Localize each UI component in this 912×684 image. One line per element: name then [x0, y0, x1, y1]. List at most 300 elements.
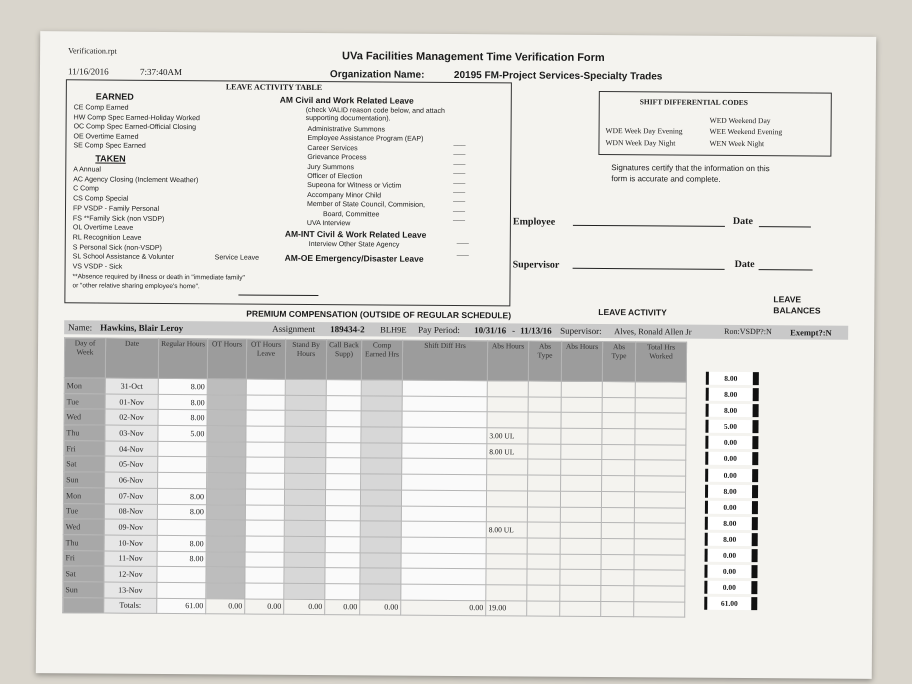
totals-cell [560, 601, 601, 617]
total-hours-cell: 0.00 [705, 452, 758, 465]
date-cell: 03-Nov [105, 425, 158, 441]
shift-codes-title: SHIFT DIFFERENTIAL CODES [639, 97, 749, 108]
abs-type-cell[interactable] [528, 444, 561, 460]
am-reason: Board, Committee [322, 210, 380, 219]
employee-signature-line[interactable] [573, 225, 725, 227]
column-header: Stand By Hours [285, 339, 326, 379]
abs-hours-2-cell[interactable] [561, 381, 602, 397]
ot-hours-cell[interactable] [206, 536, 245, 552]
am-note-2: supporting documentation). [305, 114, 391, 123]
day-cell: Mon [64, 378, 105, 394]
ot-leave-cell[interactable] [245, 552, 284, 568]
am-reason: Administrative Summons [307, 125, 386, 134]
abs-hours-2-cell[interactable] [560, 569, 601, 585]
abs-type-cell[interactable] [527, 569, 560, 585]
report-file: Verification.rpt [68, 46, 117, 56]
total-hours-cell: 5.00 [705, 420, 758, 433]
shift-code: WDE Week Day Evening [605, 126, 683, 136]
column-header: Comp Earned Hrs [361, 340, 402, 380]
amoe-heading: AM-OE Emergency/Disaster Leave [284, 252, 424, 264]
supervisor-field-label: Supervisor: [560, 325, 602, 337]
total-hours-cell: 0.00 [704, 565, 757, 578]
abs-type-2-cell[interactable] [602, 429, 635, 445]
totals-cell: 0.00 [360, 599, 401, 615]
form-sheet [36, 31, 876, 679]
assignment-label: Assignment [272, 323, 316, 335]
amoe-checkbox: ___ [456, 248, 469, 258]
date-cell: 11-Nov [104, 551, 157, 567]
day-cell: Thu [64, 425, 105, 441]
abs-hours-cell[interactable] [487, 396, 528, 412]
callback-cell[interactable] [325, 505, 360, 521]
employee-date-line[interactable] [759, 226, 811, 227]
total-hours-cell: 8.00 [705, 517, 758, 530]
totals-cell: 0.00 [245, 599, 284, 615]
regular-hours-cell[interactable] [158, 457, 207, 473]
ot-hours-cell[interactable] [207, 442, 246, 458]
comp-earned-cell[interactable] [361, 396, 402, 412]
ot-leave-cell[interactable] [246, 410, 285, 426]
ot-leave-cell[interactable] [245, 583, 284, 599]
employee-label: Employee [512, 216, 556, 228]
taken-list [73, 165, 199, 273]
spacer-cell[interactable] [635, 460, 686, 476]
callback-cell[interactable] [325, 489, 360, 505]
ot-hours-cell[interactable] [206, 504, 245, 520]
shift-diff-cell[interactable] [402, 459, 487, 475]
regular-hours-cell[interactable]: 8.00 [157, 551, 206, 567]
totals-cell: 19.00 [486, 600, 527, 616]
ot-hours-cell[interactable] [206, 520, 245, 536]
shift-code: WEN Week Night [709, 138, 765, 149]
abs-hours-cell[interactable] [486, 585, 527, 601]
column-header: Date [105, 338, 158, 378]
ot-leave-cell[interactable] [246, 473, 285, 489]
abs-hours-2-cell[interactable] [561, 397, 602, 413]
shift-diff-cell[interactable] [402, 380, 487, 396]
abs-type-2-cell[interactable] [602, 382, 635, 398]
standby-cell[interactable] [285, 458, 326, 474]
total-hours-cell: 0.00 [705, 468, 758, 481]
taken-item: AC Agency Closing (Inclement Weather) [73, 176, 199, 184]
callback-cell[interactable] [326, 427, 361, 443]
ot-hours-cell[interactable] [207, 473, 246, 489]
taken-heading: TAKEN [95, 153, 126, 164]
regular-hours-cell[interactable]: 8.00 [158, 378, 207, 394]
callback-cell[interactable] [326, 474, 361, 490]
abs-type-cell[interactable] [528, 459, 561, 475]
ot-hours-cell[interactable] [206, 583, 245, 599]
shift-diff-cell[interactable] [401, 584, 486, 600]
regular-hours-cell[interactable]: 5.00 [158, 425, 207, 441]
ot-leave-cell[interactable] [246, 442, 285, 458]
date-cell: 05-Nov [105, 456, 158, 472]
ot-leave-cell[interactable] [245, 489, 284, 505]
spacer-cell[interactable] [634, 586, 685, 602]
callback-cell[interactable] [325, 521, 360, 537]
ot-hours-cell[interactable] [207, 426, 246, 442]
spacer-cell[interactable] [634, 492, 685, 508]
taken-item: CS Comp Special [73, 195, 129, 203]
spacer-cell[interactable] [635, 476, 686, 492]
shift-diff-cell[interactable] [402, 474, 487, 490]
leave-activity-heading: LEAVE ACTIVITY [598, 306, 667, 318]
period-end: 11/13/16 [520, 325, 552, 336]
ot-hours-cell[interactable] [206, 551, 245, 567]
abs-type-2-cell[interactable] [601, 585, 634, 601]
regular-hours-cell[interactable] [157, 567, 206, 583]
ot-leave-cell[interactable] [245, 520, 284, 536]
abs-type-2-cell[interactable] [601, 523, 634, 539]
abs-type-cell[interactable] [527, 491, 560, 507]
standby-cell[interactable] [284, 489, 325, 505]
abs-hours-cell[interactable] [487, 459, 528, 475]
day-cell: Fri [64, 441, 105, 457]
comp-earned-cell[interactable] [361, 380, 402, 396]
org-label: Organization Name: [329, 69, 425, 81]
abs-hours-cell[interactable]: 8.00 UL [486, 522, 527, 538]
ot-leave-cell[interactable] [245, 505, 284, 521]
ot-leave-cell[interactable] [245, 567, 284, 583]
day-cell: Fri [63, 550, 104, 566]
earned-heading: EARNED [95, 91, 134, 102]
callback-cell[interactable] [326, 458, 361, 474]
column-header: Abs Type [528, 341, 561, 381]
ot-leave-cell[interactable] [246, 395, 285, 411]
abs-hours-2-cell[interactable] [561, 460, 602, 476]
shift-code: WED Weekend Day [709, 115, 771, 126]
taken-item: OL Overtime Leave [72, 224, 134, 232]
shift-code: WDN Week Day Night [605, 138, 676, 148]
abs-hours-cell[interactable]: 8.00 UL [487, 443, 528, 459]
spacer-cell[interactable] [635, 382, 686, 398]
callback-cell[interactable] [325, 552, 360, 568]
am-reason: Jury Summons [307, 163, 355, 171]
total-hours-sum: 61.00 [704, 597, 757, 610]
totals-cell: Totals: [104, 598, 157, 614]
report-date: 11/16/2016 [67, 66, 109, 77]
amint-item: Interview Other State Agency [308, 240, 400, 249]
day-cell: Tue [64, 393, 105, 409]
comp-earned-cell[interactable] [361, 458, 402, 474]
total-hours-cell: 8.00 [705, 484, 758, 497]
totals-cell [527, 601, 560, 617]
comp-earned-cell[interactable] [360, 552, 401, 568]
amint-checkbox: ___ [456, 236, 469, 246]
leave-balances-heading: LEAVE BALANCES [773, 294, 821, 316]
abs-type-2-cell[interactable] [601, 507, 634, 523]
total-hours-cell: 0.00 [705, 436, 758, 449]
totals-cell: 61.00 [157, 598, 206, 614]
taken-item: C Comp [73, 185, 99, 193]
abs-hours-cell[interactable]: 3.00 UL [487, 428, 528, 444]
regular-hours-cell[interactable] [158, 441, 207, 457]
abs-hours-cell[interactable] [486, 506, 527, 522]
timesheet-grid [62, 337, 687, 618]
spacer-cell[interactable] [635, 413, 686, 429]
comp-earned-cell[interactable] [360, 584, 401, 600]
abs-hours-2-cell[interactable] [560, 554, 601, 570]
comp-earned-cell[interactable] [360, 568, 401, 584]
ot-leave-cell[interactable] [246, 379, 285, 395]
abs-type-cell[interactable] [527, 522, 560, 538]
day-cell: Wed [63, 519, 104, 535]
abs-type-cell[interactable] [528, 428, 561, 444]
am-heading: AM Civil and Work Related Leave [279, 94, 414, 106]
standby-cell[interactable] [285, 411, 326, 427]
standby-cell[interactable] [284, 505, 325, 521]
employee-code: BLH9E [380, 324, 407, 335]
abs-hours-2-cell[interactable] [560, 585, 601, 601]
footnote-2: or "other relative sharing employee's home". [72, 282, 200, 291]
abs-type-2-cell[interactable] [601, 570, 634, 586]
ot-hours-cell[interactable] [206, 489, 245, 505]
comp-earned-cell[interactable] [361, 474, 402, 490]
employee-flags: Ron:VSDP?:N [724, 326, 772, 337]
abs-hours-cell[interactable] [486, 538, 527, 554]
standby-cell[interactable] [284, 568, 325, 584]
day-cell: Sun [64, 472, 105, 488]
abs-type-2-cell[interactable] [601, 554, 634, 570]
shift-diff-cell[interactable] [401, 521, 486, 537]
totals-cell [601, 601, 634, 617]
date-cell: 02-Nov [105, 409, 158, 425]
abs-type-2-cell[interactable] [602, 444, 635, 460]
totals-cell: 0.00 [284, 599, 325, 615]
abs-hours-2-cell[interactable] [561, 413, 602, 429]
abs-hours-cell[interactable] [487, 381, 528, 397]
comp-earned-cell[interactable] [361, 411, 402, 427]
premium-heading: PREMIUM COMPENSATION (OUTSIDE OF REGULAR SCHEDULE) [246, 308, 512, 321]
ot-leave-cell[interactable] [246, 457, 285, 473]
abs-type-cell[interactable] [527, 554, 560, 570]
spacer-cell[interactable] [634, 554, 685, 570]
column-header: Shift Diff Hrs [402, 340, 487, 381]
earned-item: SE Comp Spec Earned [73, 142, 146, 151]
callback-cell[interactable] [326, 411, 361, 427]
regular-hours-cell[interactable]: 8.00 [157, 535, 206, 551]
abs-hours-2-cell[interactable] [560, 538, 601, 554]
day-cell: Wed [64, 409, 105, 425]
service-leave: Service Leave [214, 254, 260, 262]
abs-type-2-cell[interactable] [601, 538, 634, 554]
period-separator: - [512, 325, 516, 336]
abs-type-cell[interactable] [528, 397, 561, 413]
ot-hours-cell[interactable] [207, 457, 246, 473]
abs-hours-cell[interactable] [487, 475, 528, 491]
totals-cell: 0.00 [206, 598, 245, 614]
supervisor-name: Alves, Ronald Allen Jr [614, 326, 692, 337]
total-hours-cell: 8.00 [705, 533, 758, 546]
ot-leave-cell[interactable] [246, 426, 285, 442]
standby-cell[interactable] [284, 583, 325, 599]
abs-type-cell[interactable] [527, 538, 560, 554]
comp-earned-cell[interactable] [360, 521, 401, 537]
abs-type-2-cell[interactable] [602, 476, 635, 492]
regular-hours-cell[interactable] [157, 582, 206, 598]
ot-leave-cell[interactable] [245, 536, 284, 552]
day-cell: Sat [63, 566, 104, 582]
assignment-value: 189434-2 [330, 324, 365, 335]
regular-hours-cell[interactable]: 8.00 [158, 410, 207, 426]
abs-type-cell[interactable] [528, 475, 561, 491]
ot-hours-cell[interactable] [207, 379, 246, 395]
am-reason: Officer of Election [307, 172, 363, 181]
shift-diff-cell[interactable] [402, 427, 487, 443]
date-cell: 04-Nov [105, 441, 158, 457]
abs-type-2-cell[interactable] [602, 460, 635, 476]
ot-hours-cell[interactable] [207, 410, 246, 426]
employee-date-label: Date [732, 215, 753, 228]
date-cell: 07-Nov [104, 488, 157, 504]
total-hours-cell: 8.00 [706, 372, 759, 385]
standby-cell[interactable] [285, 442, 326, 458]
callback-cell[interactable] [325, 536, 360, 552]
abs-hours-cell[interactable] [486, 553, 527, 569]
am-reason: Employee Assistance Program (EAP) [307, 135, 424, 144]
spacer-cell[interactable] [634, 523, 685, 539]
standby-cell[interactable] [284, 552, 325, 568]
callback-cell[interactable] [325, 584, 360, 600]
column-header: Total Hrs Worked [635, 342, 686, 382]
standby-cell[interactable] [285, 473, 326, 489]
date-cell: 01-Nov [105, 394, 158, 410]
taken-item: S Personal Sick (non-VSDP) [72, 243, 162, 252]
column-header: Abs Hours [561, 341, 602, 381]
shift-diff-cell[interactable] [402, 443, 487, 459]
shift-diff-cell[interactable] [401, 553, 486, 569]
taken-item: RL Recognition Leave [72, 234, 142, 242]
am-checkboxes: ___ ___ ___ ___ ___ ___ ___ ___ ___ [452, 137, 466, 223]
totals-cell: 0.00 [401, 600, 486, 616]
day-cell: Thu [63, 535, 104, 551]
period-start: 10/31/16 [474, 325, 507, 336]
abs-type-2-cell[interactable] [602, 413, 635, 429]
org-value: 20195 FM-Project Services-Specialty Trades [453, 69, 663, 83]
standby-cell[interactable] [285, 426, 326, 442]
shift-diff-cell[interactable] [401, 537, 486, 553]
date-cell: 31-Oct [105, 378, 158, 394]
spacer-cell[interactable] [634, 539, 685, 555]
taken-item: A Annual [73, 166, 101, 174]
totals-row [63, 597, 685, 617]
standby-cell[interactable] [284, 536, 325, 552]
taken-item: SL School Assistance & Volunter [72, 253, 175, 262]
name-label: Name: [68, 322, 93, 333]
earned-item: OC Comp Spec Earned-Official Closing [73, 123, 197, 132]
abs-hours-2-cell[interactable] [561, 475, 602, 491]
form-title: UVa Facilities Management Time Verification Form [342, 50, 605, 65]
exempt-flag: Exempt?:N [790, 327, 832, 338]
regular-hours-cell[interactable] [158, 473, 207, 489]
callback-cell[interactable] [326, 395, 361, 411]
abs-type-cell[interactable] [527, 585, 560, 601]
shift-diff-cell[interactable] [401, 568, 486, 584]
date-cell: 08-Nov [104, 504, 157, 520]
shift-diff-cell[interactable] [402, 412, 487, 428]
abs-type-2-cell[interactable] [601, 491, 634, 507]
regular-hours-cell[interactable]: 8.00 [157, 488, 206, 504]
abs-hours-2-cell[interactable] [560, 507, 601, 523]
callback-cell[interactable] [326, 442, 361, 458]
date-cell: 06-Nov [105, 472, 158, 488]
comp-earned-cell[interactable] [360, 537, 401, 553]
comp-earned-cell[interactable] [361, 443, 402, 459]
am-reason: Grievance Process [307, 154, 367, 162]
am-note-1: (check VALID reason code below, and attach [305, 106, 445, 115]
day-cell: Sun [63, 582, 104, 598]
spacer-cell[interactable] [635, 445, 686, 461]
regular-hours-cell[interactable] [157, 520, 206, 536]
abs-type-cell[interactable] [528, 381, 561, 397]
abs-type-2-cell[interactable] [602, 397, 635, 413]
callback-cell[interactable] [325, 568, 360, 584]
leave-table-title: LEAVE ACTIVITY TABLE [225, 82, 323, 93]
totals-cell: 0.00 [325, 599, 360, 615]
abs-hours-cell[interactable] [487, 412, 528, 428]
column-header: Regular Hours [158, 338, 207, 378]
am-reason: UVA Interview [306, 220, 351, 228]
total-hours-cell: 0.00 [705, 549, 758, 562]
shift-diff-cell[interactable] [401, 506, 486, 522]
pay-period-label: Pay Period: [418, 324, 460, 336]
regular-hours-cell[interactable]: 8.00 [157, 504, 206, 520]
supervisor-date-label: Date [734, 258, 755, 271]
comp-earned-cell[interactable] [361, 427, 402, 443]
ot-hours-cell[interactable] [207, 394, 246, 410]
standby-cell[interactable] [284, 520, 325, 536]
am-reason: Supeona for Witness or Victim [307, 182, 402, 191]
standby-cell[interactable] [285, 379, 326, 395]
spacer-cell[interactable] [634, 507, 685, 523]
abs-hours-cell[interactable] [486, 569, 527, 585]
am-reason: Accompany Minor Child [307, 191, 382, 200]
spacer-cell[interactable] [635, 429, 686, 445]
abs-hours-2-cell[interactable] [561, 428, 602, 444]
signature-note-2: form is accurate and complete. [611, 174, 721, 184]
day-cell: Mon [63, 488, 104, 504]
abs-hours-cell[interactable] [486, 491, 527, 507]
total-hours-cell: 0.00 [704, 581, 757, 594]
totals-cell [634, 601, 685, 617]
comp-earned-cell[interactable] [360, 490, 401, 506]
regular-hours-cell[interactable]: 8.00 [158, 394, 207, 410]
ot-hours-cell[interactable] [206, 567, 245, 583]
total-hours-cell: 8.00 [706, 388, 759, 401]
supervisor-signature-line[interactable] [573, 268, 725, 270]
taken-item: VS VSDP - Sick [72, 263, 123, 271]
date-cell: 13-Nov [104, 582, 157, 598]
timesheet-table [62, 337, 687, 618]
column-header: Abs Hours [487, 341, 528, 381]
abs-hours-2-cell[interactable] [561, 444, 602, 460]
spacer-cell[interactable] [634, 570, 685, 586]
callback-cell[interactable] [326, 380, 361, 396]
abs-hours-2-cell[interactable] [560, 491, 601, 507]
standby-cell[interactable] [285, 395, 326, 411]
shift-diff-cell[interactable] [401, 490, 486, 506]
spacer-cell[interactable] [635, 397, 686, 413]
supervisor-date-line[interactable] [759, 269, 813, 270]
taken-item: FP VSDP - Family Personal [72, 205, 160, 213]
earned-list [73, 103, 200, 152]
abs-hours-2-cell[interactable] [560, 522, 601, 538]
shift-diff-cell[interactable] [402, 396, 487, 412]
day-cell: Tue [63, 503, 104, 519]
abs-type-cell[interactable] [528, 412, 561, 428]
abs-type-cell[interactable] [527, 507, 560, 523]
comp-earned-cell[interactable] [360, 505, 401, 521]
